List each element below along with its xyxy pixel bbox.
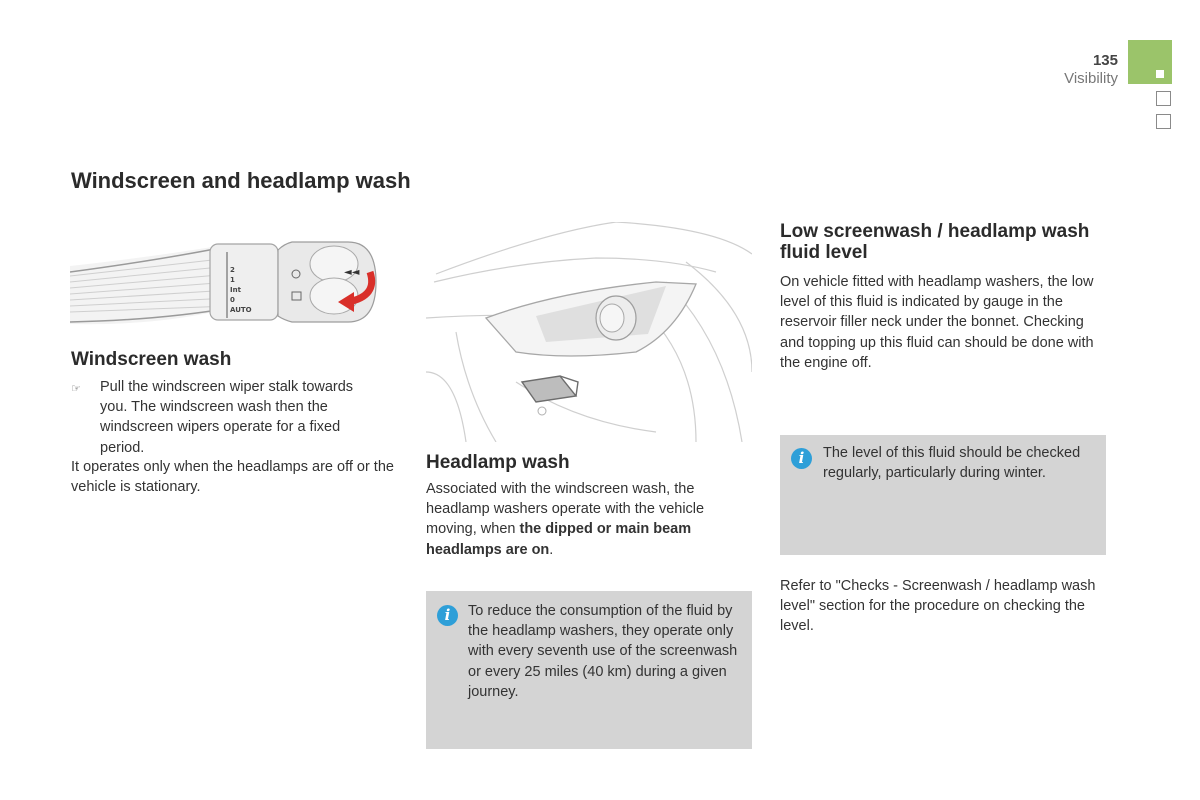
headlamp-wash-info-text: To reduce the consumption of the fluid by the headlamp washers, they operate only with every seventh use of the screenwash or every 25 miles (40 km) during a given journey.	[468, 603, 738, 700]
fluid-level-refer-text: Refer to "Checks - Screenwash / headlamp wash level" section for the procedure on checking the level.	[780, 578, 1096, 635]
headlamp-wash-text-bold: the dipped or main beam headlamps are on	[426, 521, 692, 558]
info-icon: i	[437, 605, 458, 626]
stalk-label: 2	[230, 266, 235, 274]
windscreen-wash-bullet-text: Pull the windscreen wiper stalk towards you. The windscreen wash then the windscreen wipers operate for a fixed period.	[100, 379, 354, 456]
page-title: Windscreen and headlamp wash	[71, 168, 411, 193]
headlamp-wash-heading: Headlamp wash	[426, 452, 570, 473]
headlamp-illustration	[426, 222, 752, 442]
windscreen-wash-heading: Windscreen wash	[71, 349, 232, 370]
info-icon: i	[791, 448, 812, 469]
hand-pointer-icon: ☞	[71, 383, 81, 395]
fluid-level-info-text: The level of this fluid should be checked regularly, particularly during winter.	[823, 445, 1081, 482]
section-tab-box	[1156, 91, 1171, 106]
stalk-label: 1	[230, 276, 235, 284]
stalk-label: AUTO	[230, 306, 252, 314]
fluid-level-text: On vehicle fitted with headlamp washers, the low level of this fluid is indicated by gauge in the reservoir filler neck under the bonnet. Checking and topping up this fluid can should be done with the engine off.	[780, 274, 1094, 371]
wiper-stalk-illustration	[70, 236, 390, 328]
windscreen-wash-note: It operates only when the headlamps are off or the vehicle is stationary.	[71, 459, 394, 496]
headlamp-wash-text-end: .	[549, 541, 554, 558]
washer-symbol: ◄◄	[344, 267, 360, 278]
headlamp-wash-info-box	[426, 591, 752, 749]
stalk-label: 0	[230, 296, 235, 304]
headlamp-wash-text	[426, 479, 748, 560]
section-tab-box	[1156, 114, 1171, 129]
page-number: 135	[1092, 52, 1118, 69]
fluid-level-info-box	[780, 435, 1106, 555]
fluid-level-heading: Low screenwash / headlamp wash fluid level	[780, 221, 1090, 263]
headlamp-wash-text-part: Associated with the windscreen wash, the headlamp washers operate with the vehicle moving, when	[426, 481, 705, 538]
windscreen-wash-bullet	[71, 377, 381, 458]
section-name: Visibility	[1064, 70, 1118, 87]
stalk-label: Int	[230, 286, 241, 294]
section-tab-active	[1128, 40, 1172, 84]
